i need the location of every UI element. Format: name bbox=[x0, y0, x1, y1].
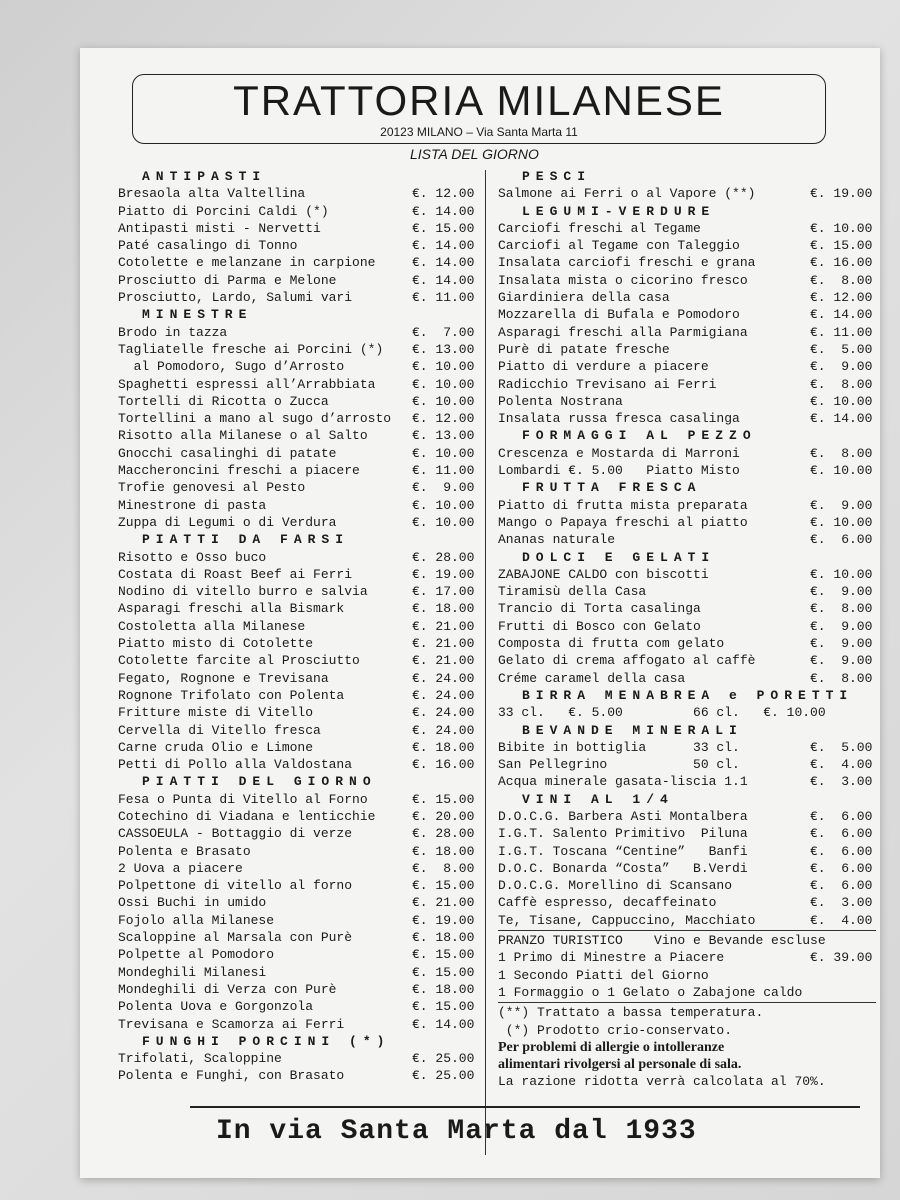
item-name: 2 Uova a piacere bbox=[118, 860, 243, 876]
item-name: Minestrone di pasta bbox=[118, 497, 267, 513]
item-name: San Pellegrino 50 cl. bbox=[498, 757, 740, 773]
item-price: €. 18.00 bbox=[412, 843, 475, 859]
item-price: €. 6.00 bbox=[810, 826, 873, 842]
item-price: €. 18.00 bbox=[412, 981, 475, 997]
item-price: €. 4.00 bbox=[810, 912, 873, 928]
menu-item bbox=[498, 237, 876, 254]
right-column bbox=[498, 168, 876, 1091]
item-name: Cotolette farcite al Prosciutto bbox=[118, 653, 360, 669]
pranzo-line bbox=[498, 949, 876, 966]
item-price: €. 11.00 bbox=[412, 290, 475, 306]
item-name: Purè di patate fresche bbox=[498, 341, 670, 357]
menu-item bbox=[118, 497, 478, 514]
item-name: Scaloppine al Marsala con Purè bbox=[118, 930, 353, 946]
item-name: Polenta e Funghi, con Brasato bbox=[118, 1068, 345, 1084]
item-price: €. 10.00 bbox=[810, 514, 873, 530]
section-heading-funghi-porcini: FUNGHI PORCINI (*) bbox=[142, 1033, 391, 1049]
birra-prices: 33 cl. €. 5.00 66 cl. €. 10.00 bbox=[498, 705, 826, 721]
menu-item bbox=[118, 1067, 478, 1084]
rule bbox=[498, 1002, 876, 1003]
menu-item bbox=[118, 825, 478, 842]
item-name: Prosciutto, Lardo, Salumi vari bbox=[118, 290, 353, 306]
item-price: €. 19.00 bbox=[810, 186, 873, 202]
menu-item bbox=[118, 652, 478, 669]
item-price: €. 21.00 bbox=[412, 895, 475, 911]
item-name: Lombardi €. 5.00 Piatto Misto bbox=[498, 463, 740, 479]
pranzo-title: PRANZO TURISTICO Vino e Bevande escluse bbox=[498, 933, 826, 949]
item-name: I.G.T. Salento Primitivo Piluna bbox=[498, 826, 748, 842]
item-name: Asparagi freschi alla Parmigiana bbox=[498, 324, 748, 340]
item-name: Polpettone di vitello al forno bbox=[118, 878, 353, 894]
menu-item bbox=[118, 722, 478, 739]
item-name: Maccheroncini freschi a piacere bbox=[118, 463, 360, 479]
menu-item bbox=[118, 791, 478, 808]
item-name: Insalata russa fresca casalinga bbox=[498, 411, 740, 427]
menu-item bbox=[498, 358, 876, 375]
item-price: €. 24.00 bbox=[412, 705, 475, 721]
menu-item bbox=[498, 376, 876, 393]
item-price: €. 15.00 bbox=[412, 791, 475, 807]
footer-slogan: In via Santa Marta dal 1933 bbox=[216, 1116, 697, 1147]
menu-sheet bbox=[80, 48, 880, 1178]
left-column bbox=[118, 168, 478, 1085]
menu-item bbox=[118, 998, 478, 1015]
item-price: €. 15.00 bbox=[810, 238, 873, 254]
menu-item bbox=[498, 756, 876, 773]
item-price: €. 7.00 bbox=[412, 324, 475, 340]
menu-item bbox=[118, 600, 478, 617]
menu-item bbox=[498, 341, 876, 358]
item-price: €. 25.00 bbox=[412, 1051, 475, 1067]
item-name: Acqua minerale gasata-liscia 1.1 bbox=[498, 774, 748, 790]
section-heading-vini: VINI AL 1/4 bbox=[522, 791, 674, 807]
menu-item bbox=[118, 981, 478, 998]
item-price: €. 21.00 bbox=[412, 636, 475, 652]
item-price: €. 18.00 bbox=[412, 739, 475, 755]
item-name: Caffè espresso, decaffeinato bbox=[498, 895, 717, 911]
footer-rule bbox=[190, 1106, 860, 1108]
item-price: €. 4.00 bbox=[810, 757, 873, 773]
item-price: €. 13.00 bbox=[412, 428, 475, 444]
item-price: €. 9.00 bbox=[810, 584, 873, 600]
menu-item bbox=[498, 462, 876, 479]
item-price: €. 6.00 bbox=[810, 843, 873, 859]
item-name: Gnocchi casalinghi di patate bbox=[118, 445, 337, 461]
menu-item bbox=[118, 462, 478, 479]
item-price: €. 39.00 bbox=[810, 950, 873, 966]
menu-item bbox=[118, 618, 478, 635]
item-price: €. 9.00 bbox=[810, 497, 873, 513]
section-heading-birra: BIRRA MENABREA e PORETTI bbox=[522, 687, 854, 703]
item-price: €. 14.00 bbox=[412, 255, 475, 271]
note-temperature: (**) Trattato a bassa temperatura. bbox=[498, 1005, 764, 1021]
menu-item bbox=[118, 410, 478, 427]
item-name: Frutti di Bosco con Gelato bbox=[498, 618, 701, 634]
item-name: Ananas naturale bbox=[498, 532, 616, 548]
item-price: €. 10.00 bbox=[810, 220, 873, 236]
menu-item bbox=[498, 289, 876, 306]
item-price: €. 9.00 bbox=[810, 359, 873, 375]
menu-item bbox=[118, 583, 478, 600]
menu-item bbox=[498, 912, 876, 929]
item-name: D.O.C.G. Morellino di Scansano bbox=[498, 878, 733, 894]
item-name: Trifolati, Scaloppine bbox=[118, 1051, 282, 1067]
item-name: Mondeghili Milanesi bbox=[118, 964, 267, 980]
item-name: al Pomodoro, Sugo d’Arrosto bbox=[118, 359, 345, 375]
item-price: €. 5.00 bbox=[810, 341, 873, 357]
item-name: Créme caramel della casa bbox=[498, 670, 686, 686]
item-name: Composta di frutta com gelato bbox=[498, 636, 725, 652]
pranzo-line: 1 Formaggio o 1 Gelato o Zabajone caldo bbox=[498, 984, 803, 1000]
section-heading-minestre: MINESTRE bbox=[142, 307, 253, 323]
item-name: Carciofi freschi al Tegame bbox=[498, 220, 701, 236]
item-price: €. 18.00 bbox=[412, 601, 475, 617]
item-name: I.G.T. Toscana “Centine” Banfi bbox=[498, 843, 748, 859]
menu-item bbox=[118, 1050, 478, 1067]
item-price: €. 3.00 bbox=[810, 774, 873, 790]
menu-item bbox=[118, 341, 478, 358]
section-heading-legumi-verdure: LEGUMI-VERDURE bbox=[522, 203, 716, 219]
item-price: €. 19.00 bbox=[412, 912, 475, 928]
item-name: Cotechino di Viadana e lenticchie bbox=[118, 808, 376, 824]
item-name: D.O.C. Bonarda “Costa” B.Verdi bbox=[498, 860, 748, 876]
item-name: Costoletta alla Milanese bbox=[118, 618, 306, 634]
item-name: Polenta Uova e Gorgonzola bbox=[118, 999, 314, 1015]
menu-item bbox=[498, 410, 876, 427]
item-name: Polenta e Brasato bbox=[118, 843, 251, 859]
item-price: €. 8.00 bbox=[412, 860, 475, 876]
menu-item bbox=[118, 1016, 478, 1033]
rule bbox=[498, 930, 876, 931]
item-name: CASSOEULA - Bottaggio di verze bbox=[118, 826, 353, 842]
item-name: Spaghetti espressi all’Arrabbiata bbox=[118, 376, 376, 392]
menu-item bbox=[118, 946, 478, 963]
menu-item bbox=[498, 306, 876, 323]
menu-item bbox=[498, 272, 876, 289]
item-price: €. 10.00 bbox=[412, 514, 475, 530]
menu-item bbox=[118, 220, 478, 237]
item-name: Insalata mista o cicorino fresco bbox=[498, 272, 748, 288]
section-heading-formaggi: FORMAGGI AL PEZZO bbox=[522, 428, 757, 444]
menu-item bbox=[118, 393, 478, 410]
menu-item bbox=[498, 670, 876, 687]
item-name: Giardiniera della casa bbox=[498, 290, 670, 306]
item-price: €. 25.00 bbox=[412, 1068, 475, 1084]
item-price: €. 9.00 bbox=[810, 636, 873, 652]
item-price: €. 14.00 bbox=[412, 238, 475, 254]
item-price: €. 6.00 bbox=[810, 808, 873, 824]
item-name: Asparagi freschi alla Bismark bbox=[118, 601, 345, 617]
item-price: €. 10.00 bbox=[810, 566, 873, 582]
menu-item bbox=[498, 583, 876, 600]
menu-item bbox=[118, 479, 478, 496]
item-name: Mondeghili di Verza con Purè bbox=[118, 981, 337, 997]
item-name: Risotto alla Milanese o al Salto bbox=[118, 428, 368, 444]
item-price: €. 21.00 bbox=[412, 618, 475, 634]
item-price: €. 24.00 bbox=[412, 670, 475, 686]
item-price: €. 24.00 bbox=[412, 722, 475, 738]
menu-item bbox=[118, 964, 478, 981]
item-price: €. 10.00 bbox=[810, 393, 873, 409]
section-heading-piatti-da-farsi: PIATTI DA FARSI bbox=[142, 532, 350, 548]
item-price: €. 8.00 bbox=[810, 445, 873, 461]
item-price: €. 19.00 bbox=[412, 566, 475, 582]
menu-item bbox=[118, 704, 478, 721]
item-price: €. 12.00 bbox=[810, 290, 873, 306]
menu-item bbox=[118, 808, 478, 825]
item-name: Piatto di frutta mista preparata bbox=[498, 497, 748, 513]
item-name: Piatto misto di Cotolette bbox=[118, 636, 314, 652]
item-name: Piatto di verdure a piacere bbox=[498, 359, 709, 375]
menu-item bbox=[118, 687, 478, 704]
menu-subtitle: LISTA DEL GIORNO bbox=[410, 146, 539, 162]
restaurant-name: TRATTORIA MILANESE bbox=[233, 77, 725, 124]
item-price: €. 9.00 bbox=[412, 480, 475, 496]
menu-item bbox=[498, 600, 876, 617]
menu-item bbox=[118, 324, 478, 341]
item-price: €. 17.00 bbox=[412, 584, 475, 600]
item-price: €. 10.00 bbox=[412, 497, 475, 513]
menu-item bbox=[498, 843, 876, 860]
item-price: €. 9.00 bbox=[810, 618, 873, 634]
menu-item bbox=[498, 393, 876, 410]
item-name: Tiramisù della Casa bbox=[498, 584, 647, 600]
menu-item bbox=[118, 185, 478, 202]
menu-item bbox=[498, 808, 876, 825]
item-price: €. 20.00 bbox=[412, 808, 475, 824]
item-name: Mango o Papaya freschi al piatto bbox=[498, 514, 748, 530]
item-price: €. 14.00 bbox=[412, 272, 475, 288]
item-price: €. 10.00 bbox=[412, 376, 475, 392]
item-name: Tagliatelle fresche ai Porcini (*) bbox=[118, 341, 384, 357]
item-price: €. 11.00 bbox=[810, 324, 873, 340]
item-price: €. 15.00 bbox=[412, 220, 475, 236]
item-price: €. 8.00 bbox=[810, 601, 873, 617]
column-divider bbox=[485, 170, 486, 1155]
menu-item bbox=[118, 670, 478, 687]
item-name: Trevisana e Scamorza ai Ferri bbox=[118, 1016, 345, 1032]
item-price: €. 5.00 bbox=[810, 739, 873, 755]
menu-item bbox=[498, 220, 876, 237]
item-name: Paté casalingo di Tonno bbox=[118, 238, 298, 254]
menu-item bbox=[118, 894, 478, 911]
section-heading-bevande: BEVANDE MINERALI bbox=[522, 722, 743, 738]
item-price: €. 10.00 bbox=[412, 393, 475, 409]
menu-item bbox=[118, 203, 478, 220]
menu-item bbox=[118, 272, 478, 289]
menu-item bbox=[498, 497, 876, 514]
item-price: €. 14.00 bbox=[810, 411, 873, 427]
item-price: €. 21.00 bbox=[412, 653, 475, 669]
item-name: Gelato di crema affogato al caffè bbox=[498, 653, 756, 669]
item-name: Antipasti misti - Nervetti bbox=[118, 220, 321, 236]
section-heading-dolci: DOLCI E GELATI bbox=[522, 549, 716, 565]
item-name: ZABAJONE CALDO con biscotti bbox=[498, 566, 709, 582]
item-price: €. 11.00 bbox=[412, 463, 475, 479]
section-heading-pesci: PESCI bbox=[522, 169, 592, 184]
menu-item bbox=[498, 618, 876, 635]
item-price: €. 10.00 bbox=[412, 359, 475, 375]
item-price: €. 3.00 bbox=[810, 895, 873, 911]
menu-item bbox=[118, 514, 478, 531]
section-heading-frutta: FRUTTA FRESCA bbox=[522, 480, 702, 496]
item-price: €. 16.00 bbox=[412, 757, 475, 773]
item-name: Trancio di Torta casalinga bbox=[498, 601, 701, 617]
menu-item bbox=[498, 825, 876, 842]
header-box bbox=[132, 74, 826, 144]
section-heading-antipasti: ANTIPASTI bbox=[142, 169, 267, 184]
item-price: €. 24.00 bbox=[412, 687, 475, 703]
item-name: Tortelli di Ricotta o Zucca bbox=[118, 393, 329, 409]
item-price: €. 8.00 bbox=[810, 376, 873, 392]
item-name: Ossi Buchi in umido bbox=[118, 895, 267, 911]
menu-item bbox=[118, 929, 478, 946]
item-name: Cervella di Vitello fresca bbox=[118, 722, 321, 738]
menu-item bbox=[498, 877, 876, 894]
item-name: Rognone Trifolato con Polenta bbox=[118, 687, 345, 703]
menu-item bbox=[118, 566, 478, 583]
item-name: Fegato, Rognone e Trevisana bbox=[118, 670, 329, 686]
menu-item bbox=[118, 860, 478, 877]
menu-item bbox=[118, 445, 478, 462]
item-price: €. 6.00 bbox=[810, 532, 873, 548]
note-razione: La razione ridotta verrà calcolata al 70%. bbox=[498, 1074, 826, 1090]
item-name: Crescenza e Mostarda di Marroni bbox=[498, 445, 740, 461]
menu-item bbox=[498, 773, 876, 790]
item-name: D.O.C.G. Barbera Asti Montalbera bbox=[498, 808, 748, 824]
item-price: €. 12.00 bbox=[412, 186, 475, 202]
item-price: €. 6.00 bbox=[810, 878, 873, 894]
item-price: €. 13.00 bbox=[412, 341, 475, 357]
item-name: Fesa o Punta di Vitello al Forno bbox=[118, 791, 368, 807]
item-name: Cotolette e melanzane in carpione bbox=[118, 255, 376, 271]
menu-item bbox=[498, 514, 876, 531]
menu-item bbox=[498, 652, 876, 669]
item-price: €. 9.00 bbox=[810, 653, 873, 669]
menu-item bbox=[118, 549, 478, 566]
pranzo-line: 1 Secondo Piatti del Giorno bbox=[498, 967, 709, 983]
item-price: €. 16.00 bbox=[810, 255, 873, 271]
item-name: Insalata carciofi freschi e grana bbox=[498, 255, 756, 271]
item-name: Fritture miste di Vitello bbox=[118, 705, 314, 721]
item-name: Mozzarella di Bufala e Pomodoro bbox=[498, 307, 740, 323]
allergy-notice: Per problemi di allergie o intolleranze bbox=[498, 1039, 725, 1055]
item-name: Polenta Nostrana bbox=[498, 393, 623, 409]
item-price: €. 18.00 bbox=[412, 930, 475, 946]
section-heading-piatti-del-giorno: PIATTI DEL GIORNO bbox=[142, 774, 377, 790]
menu-item bbox=[498, 445, 876, 462]
item-name: Petti di Pollo alla Valdostana bbox=[118, 757, 353, 773]
item-name: 1 Primo di Minestre a Piacere bbox=[498, 950, 725, 966]
menu-item bbox=[498, 185, 876, 202]
item-price: €. 28.00 bbox=[412, 549, 475, 565]
item-name: Piatto di Porcini Caldi (*) bbox=[118, 203, 329, 219]
item-name: Polpette al Pomodoro bbox=[118, 947, 275, 963]
menu-item bbox=[498, 531, 876, 548]
item-price: €. 14.00 bbox=[810, 307, 873, 323]
menu-item bbox=[498, 894, 876, 911]
menu-item bbox=[498, 860, 876, 877]
menu-item bbox=[118, 376, 478, 393]
item-name: Prosciutto di Parma e Melone bbox=[118, 272, 337, 288]
menu-item bbox=[498, 739, 876, 756]
item-price: €. 15.00 bbox=[412, 964, 475, 980]
item-name: Costata di Roast Beef ai Ferri bbox=[118, 566, 353, 582]
item-price: €. 10.00 bbox=[810, 463, 873, 479]
menu-item bbox=[118, 358, 478, 375]
menu-item bbox=[118, 289, 478, 306]
item-price: €. 15.00 bbox=[412, 878, 475, 894]
restaurant-address: 20123 MILANO – Via Santa Marta 11 bbox=[380, 125, 578, 139]
item-name: Tortellini a mano al sugo d’arrosto bbox=[118, 411, 392, 427]
menu-item bbox=[118, 843, 478, 860]
item-price: €. 8.00 bbox=[810, 670, 873, 686]
menu-item bbox=[498, 324, 876, 341]
item-name: Brodo in tazza bbox=[118, 324, 228, 340]
menu-item bbox=[118, 635, 478, 652]
menu-item bbox=[118, 912, 478, 929]
item-price: €. 28.00 bbox=[412, 826, 475, 842]
item-name: Radicchio Trevisano ai Ferri bbox=[498, 376, 717, 392]
menu-item bbox=[498, 254, 876, 271]
menu-item bbox=[118, 254, 478, 271]
item-name: Risotto e Osso buco bbox=[118, 549, 267, 565]
menu-item bbox=[498, 635, 876, 652]
item-name: Salmone ai Ferri o al Vapore (**) bbox=[498, 186, 756, 202]
menu-item bbox=[118, 739, 478, 756]
item-price: €. 10.00 bbox=[412, 445, 475, 461]
item-name: Carne cruda Olio e Limone bbox=[118, 739, 314, 755]
item-price: €. 6.00 bbox=[810, 860, 873, 876]
item-price: €. 12.00 bbox=[412, 411, 475, 427]
item-name: Zuppa di Legumi o di Verdura bbox=[118, 514, 337, 530]
item-price: €. 8.00 bbox=[810, 272, 873, 288]
menu-item bbox=[498, 566, 876, 583]
item-name: Fojolo alla Milanese bbox=[118, 912, 275, 928]
menu-item bbox=[118, 237, 478, 254]
item-price: €. 14.00 bbox=[412, 1016, 475, 1032]
menu-item bbox=[118, 877, 478, 894]
item-name: Bresaola alta Valtellina bbox=[118, 186, 306, 202]
item-name: Nodino di vitello burro e salvia bbox=[118, 584, 368, 600]
allergy-notice: alimentari rivolgersi al personale di sala. bbox=[498, 1057, 742, 1073]
item-price: €. 15.00 bbox=[412, 947, 475, 963]
item-name: Bibite in bottiglia 33 cl. bbox=[498, 739, 740, 755]
item-price: €. 15.00 bbox=[412, 999, 475, 1015]
menu-item bbox=[118, 427, 478, 444]
item-name: Carciofi al Tegame con Taleggio bbox=[498, 238, 740, 254]
menu-item bbox=[118, 756, 478, 773]
item-name: Trofie genovesi al Pesto bbox=[118, 480, 306, 496]
item-price: €. 14.00 bbox=[412, 203, 475, 219]
item-name: Te, Tisane, Cappuccino, Macchiato bbox=[498, 912, 756, 928]
note-crio: (*) Prodotto crio-conservato. bbox=[498, 1022, 733, 1038]
